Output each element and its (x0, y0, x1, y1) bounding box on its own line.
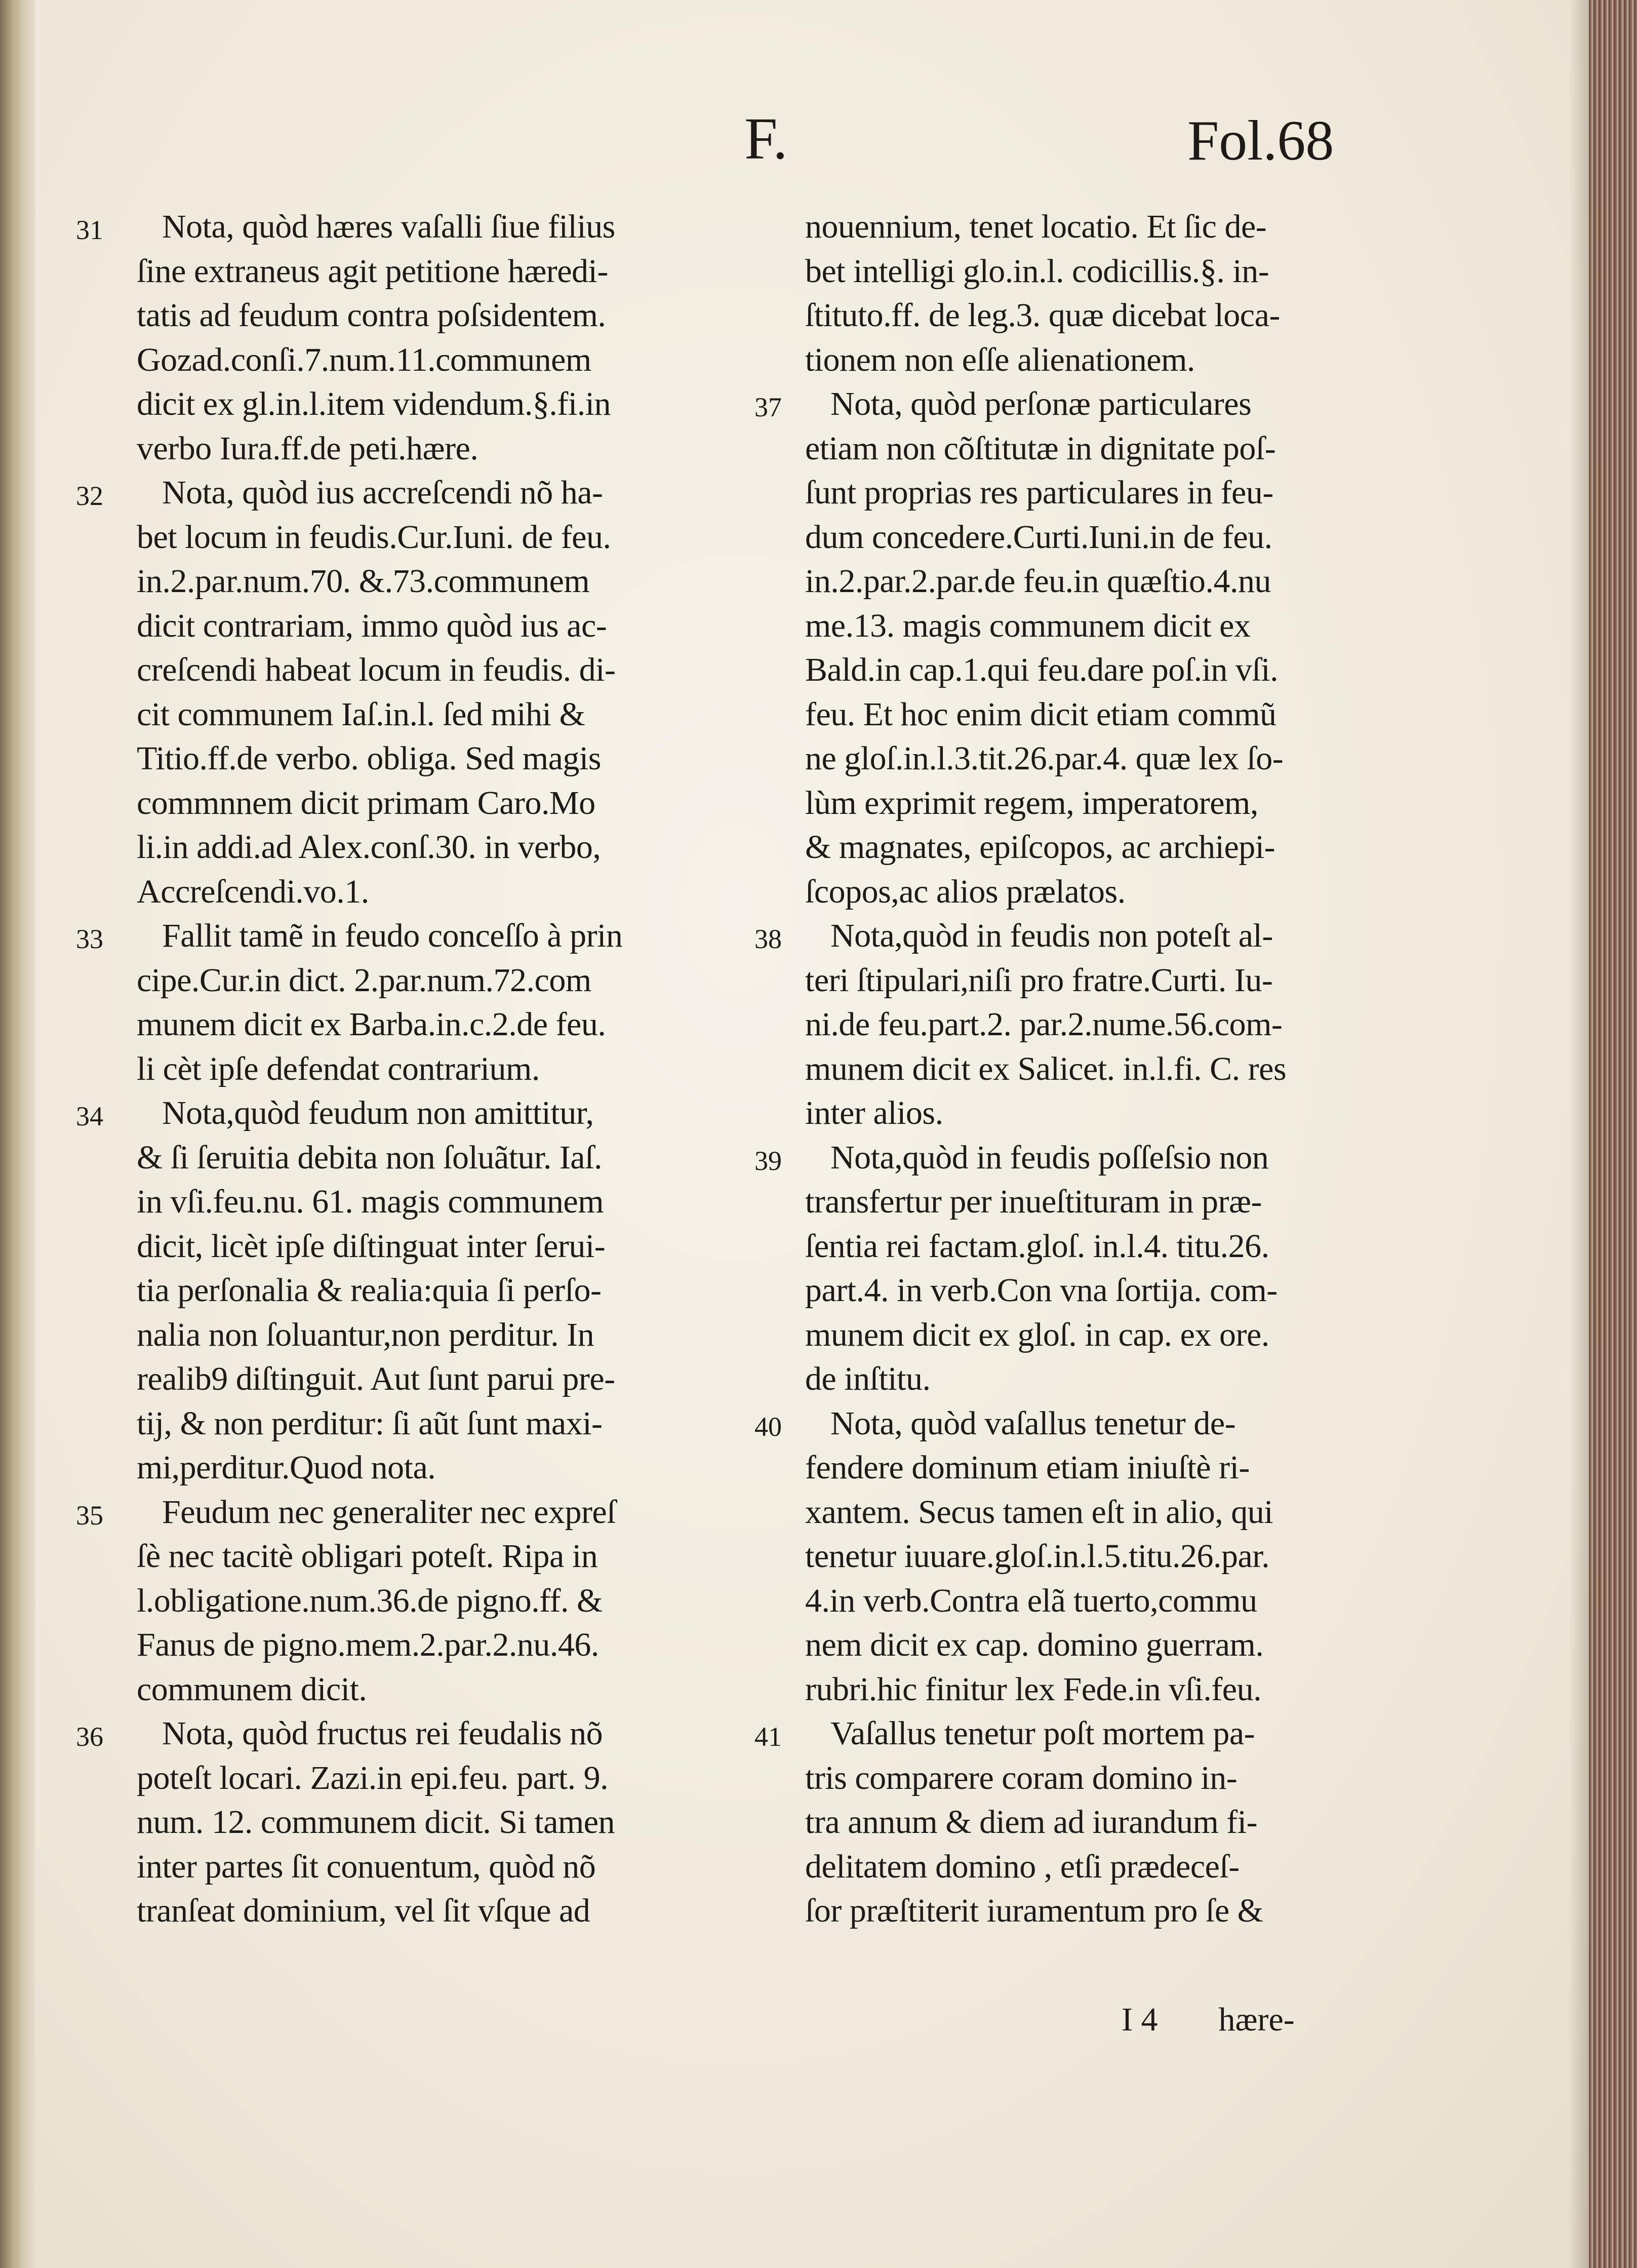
text-line: part.4. in verb.Con vna ſortija. com- (805, 1272, 1277, 1309)
text-line: inter alios. (805, 1094, 943, 1131)
text-line: lùm exprimit regem, imperatorem, (805, 784, 1258, 822)
text-line: me.13. magis communem dicit ex (805, 607, 1251, 644)
text-line: in.2.par.2.par.de feu.in quæſtio.4.nu (805, 563, 1271, 600)
text-line: li.in addi.ad Alex.conſ.30. in verbo, (137, 829, 601, 866)
text-line: Vaſallus tenetur poſt mortem pa- (830, 1715, 1255, 1752)
text-line: l.obligatione.num.36.de pigno.ff. & (137, 1582, 603, 1619)
text-line: Nota, quòd perſonæ particulares (830, 385, 1252, 422)
text-line: xantem. Secus tamen eſt in alio, qui (805, 1493, 1273, 1531)
paragraph-number: 38 (754, 924, 782, 954)
text-line: nalia non ſoluantur,non perditur. In (137, 1316, 594, 1353)
text-line: in vſi.feu.nu. 61. magis communem (137, 1183, 604, 1220)
book-binding (0, 0, 35, 2268)
text-line: rubri.hic finitur lex Fede.in vſi.feu. (805, 1670, 1262, 1708)
text-line: communem dicit. (137, 1670, 367, 1708)
signature-mark: I 4 (1122, 2001, 1158, 2038)
text-line: realib9 diſtinguit. Aut ſunt parui pre- (137, 1360, 615, 1397)
text-line: tranſeat dominium, vel ſit vſque ad (137, 1892, 590, 1929)
paragraph-number: 34 (76, 1101, 103, 1131)
text-line: munem dicit ex Salicet. in.l.fi. C. res (805, 1050, 1287, 1087)
page-edge (1589, 0, 1637, 2268)
text-line: Fallit tamẽ in feudo conceſſo à prin (162, 917, 623, 954)
text-line: & ſi ſeruitia debita non ſoluãtur. Iaſ. (137, 1139, 602, 1176)
text-line: ſcopos,ac alios prælatos. (805, 873, 1126, 910)
paragraph-number: 33 (76, 924, 103, 954)
paragraph-number: 32 (76, 481, 103, 511)
text-line: 4.in verb.Contra elã tuerto,commu (805, 1582, 1257, 1619)
text-line: tenetur iuuare.gloſ.in.l.5.titu.26.par. (805, 1538, 1270, 1575)
text-line: Titio.ff.de verbo. obliga. Sed magis (137, 740, 601, 777)
text-line: transfertur per inueſtituram in præ- (805, 1183, 1262, 1220)
paragraph-number: 40 (754, 1411, 782, 1442)
text-line: Fanus de pigno.mem.2.par.2.nu.46. (137, 1626, 599, 1663)
text-line: Nota,quòd in feudis poſſeſsio non (830, 1139, 1269, 1176)
text-line: Feudum nec generaliter nec expreſ (162, 1493, 616, 1531)
text-line: cit communem Iaſ.in.l. ſed mihi & (137, 695, 585, 733)
text-line: Nota, quòd hæres vaſalli ſiue filius (162, 208, 615, 245)
text-line: dicit, licèt ipſe diſtinguat inter ſerui- (137, 1227, 606, 1265)
text-line: inter partes ſit conuentum, quòd nõ (137, 1848, 596, 1885)
text-line: li cèt ipſe defendat contrarium. (137, 1050, 540, 1087)
text-line: dicit contrariam, immo quòd ius ac- (137, 607, 607, 644)
text-line: & magnates, epiſcopos, ac archiepi- (805, 829, 1275, 866)
running-head-letter: F. (744, 105, 788, 172)
paragraph-number: 41 (754, 1722, 782, 1752)
text-line: ſè nec tacitè obligari poteſt. Ripa in (137, 1538, 598, 1575)
text-line: de inſtitu. (805, 1360, 931, 1397)
text-line: ſine extraneus agit petitione hæredi- (137, 252, 608, 290)
text-line: Nota, quòd fructus rei feudalis nõ (162, 1715, 603, 1752)
text-line: bet locum in feudis.Cur.Iuni. de feu. (137, 518, 611, 556)
text-line: tij, & non perditur: ſi aũt ſunt maxi- (137, 1404, 603, 1442)
folio-number: Fol.68 (1187, 109, 1334, 172)
text-line: mi,perditur.Quod nota. (137, 1449, 436, 1486)
text-line: bet intelligi glo.in.l. codicillis.§. in- (805, 252, 1269, 290)
text-line: munem dicit ex Barba.in.c.2.de feu. (137, 1006, 606, 1043)
text-line: delitatem domino , etſi prædeceſ- (805, 1848, 1240, 1885)
text-line: commnnem dicit primam Caro.Mo (137, 784, 595, 822)
text-line: ne gloſ.in.l.3.tit.26.par.4. quæ lex ſo- (805, 740, 1284, 777)
text-line: Accreſcendi.vo.1. (137, 873, 369, 910)
text-line: in.2.par.num.70. &.73.communem (137, 563, 590, 600)
text-line: etiam non cõſtitutæ in dignitate poſ- (805, 429, 1276, 467)
paragraph-number: 39 (754, 1145, 782, 1176)
text-line: num. 12. communem dicit. Si tamen (137, 1804, 615, 1841)
text-line: ſunt proprias res particulares in feu- (805, 474, 1273, 511)
text-line: ſor præſtiterit iuramentum pro ſe & (805, 1892, 1263, 1929)
text-line: Nota,quòd feudum non amittitur, (162, 1094, 594, 1131)
page-edge-shadow (1569, 0, 1589, 2268)
paragraph-number: 31 (76, 215, 103, 245)
text-line: dicit ex gl.in.l.item videndum.§.fi.in (137, 385, 611, 422)
paragraph-number: 37 (754, 392, 782, 422)
paragraph-number: 36 (76, 1722, 103, 1752)
text-line: nem dicit ex cap. domino guerram. (805, 1626, 1264, 1663)
text-line: tia perſonalia & realia:quia ſi perſo- (137, 1272, 602, 1309)
text-line: ſtituto.ff. de leg.3. quæ dicebat loca- (805, 297, 1280, 334)
text-line: dum concedere.Curti.Iuni.in de feu. (805, 518, 1272, 556)
text-line: tionem non eſſe alienationem. (805, 341, 1195, 378)
text-line: ſentia rei factam.gloſ. in.l.4. titu.26. (805, 1227, 1269, 1265)
text-line: fendere dominum etiam iniuſtè ri- (805, 1449, 1250, 1486)
paragraph-number: 35 (76, 1500, 103, 1531)
text-line: Nota,quòd in feudis non poteſt al- (830, 917, 1273, 954)
text-line: Bald.in cap.1.qui feu.dare poſ.in vſi. (805, 651, 1279, 688)
text-line: verbo Iura.ff.de peti.hære. (137, 429, 478, 467)
footer (1122, 2001, 1295, 2039)
text-line: nouennium, tenet locatio. Et ſic de- (805, 208, 1267, 245)
text-line: munem dicit ex gloſ. in cap. ex ore. (805, 1316, 1269, 1353)
text-line: Gozad.conſi.7.num.11.communem (137, 341, 591, 378)
text-line: tris comparere coram domino in- (805, 1759, 1237, 1796)
catchword: hære- (1218, 2001, 1295, 2038)
text-line: creſcendi habeat locum in feudis. di- (137, 651, 616, 688)
text-line: Nota, quòd ius accreſcendi nõ ha- (162, 474, 603, 511)
text-line: teri ſtipulari,niſi pro fratre.Curti. Iu- (805, 961, 1273, 999)
text-line: tra annum & diem ad iurandum fi- (805, 1804, 1258, 1841)
text-line: ni.de feu.part.2. par.2.nume.56.com- (805, 1006, 1283, 1043)
text-line: Nota, quòd vaſallus tenetur de- (830, 1404, 1236, 1442)
text-line: tatis ad feudum contra poſsidentem. (137, 297, 606, 334)
text-line: poteſt locari. Zazi.in epi.feu. part. 9. (137, 1759, 609, 1796)
text-line: cipe.Cur.in dict. 2.par.num.72.com (137, 961, 591, 999)
text-line: feu. Et hoc enim dicit etiam commũ (805, 695, 1276, 733)
